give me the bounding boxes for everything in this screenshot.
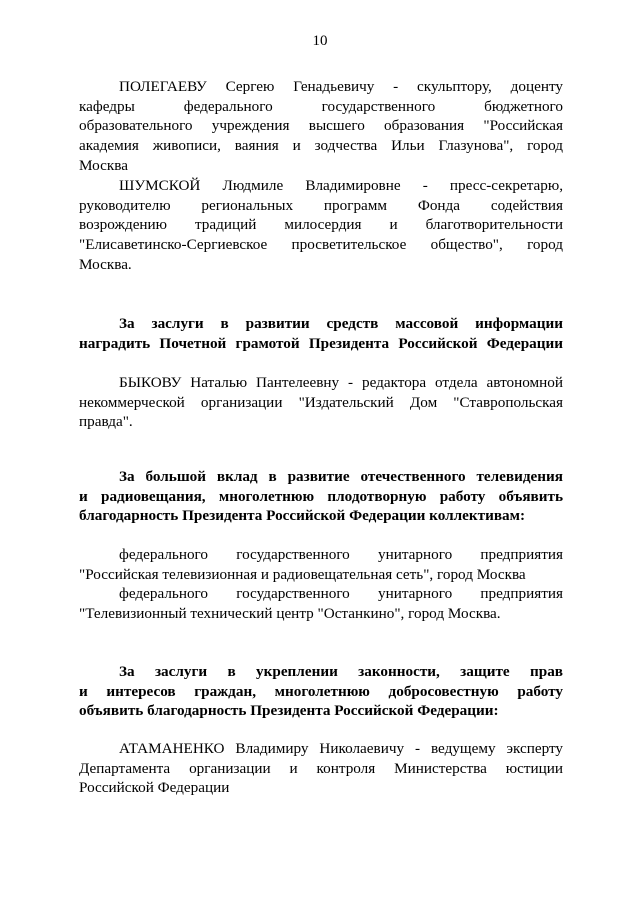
award-entry-polegaev [79, 77, 563, 176]
award-entry-rtrs [79, 545, 563, 584]
heading-line: объявить благодарность Президента Российской Федерации: [79, 702, 499, 720]
entry-line: федерального государственного унитарного предприятия [119, 546, 563, 563]
entry-line: академия живописи, ваяния и зодчества Ильи Глазунова", город [79, 137, 563, 155]
heading-line: наградить Почетной грамотой Президента Российской Федерации [79, 334, 563, 352]
entry-line: образовательного учреждения высшего образования "Российская [79, 117, 563, 135]
entry-line: Департамента организации и контроля Министерства юстиции [79, 759, 563, 777]
heading-line: За заслуги в развитии средств массовой информации [119, 315, 563, 332]
entry-line: ШУМСКОЙ Людмиле Владимировне - пресс-секретарю, [119, 177, 563, 194]
section-heading-television [79, 467, 563, 526]
award-entry-shumskaya [79, 176, 563, 275]
heading-line: и радиовещания, многолетнюю плодотворную работу объявить [79, 487, 563, 505]
entry-line: "Телевизионный технический центр "Останкино", город Москва. [79, 604, 501, 622]
entry-line: федерального государственного унитарного предприятия [119, 585, 563, 602]
heading-line: и интересов граждан, многолетнюю добросовестную работу [79, 682, 563, 700]
award-entry-bykova [79, 373, 563, 432]
page-number: 10 [312, 33, 328, 49]
entry-line: кафедры федерального государственного бюджетного [79, 97, 563, 115]
award-entry-atamanenko [79, 739, 563, 798]
heading-line: За заслуги в укреплении законности, защите прав [119, 663, 563, 680]
entry-line: "Российская телевизионная и радиовещательная сеть", город Москва [79, 565, 526, 583]
entry-line: Москва [79, 156, 128, 174]
heading-line: За большой вклад в развитие отечественного телевидения [119, 468, 563, 485]
entry-line: ПОЛЕГАЕВУ Сергею Генадьевичу - скульптору, доценту [119, 78, 563, 95]
heading-line: благодарность Президента Российской Федерации коллективам: [79, 507, 526, 525]
entry-line: БЫКОВУ Наталью Пантелеевну - редактора отдела автономной [119, 374, 563, 391]
entry-line: АТАМАНЕНКО Владимиру Николаевичу - ведущему эксперту [119, 740, 563, 757]
entry-line: руководителю региональных программ Фонда содействия [79, 196, 563, 214]
award-entry-ostankino [79, 584, 563, 623]
section-heading-legality [79, 662, 563, 721]
entry-line: некоммерческой организации "Издательский Дом "Ставропольская [79, 393, 563, 411]
entry-line: Российской Федерации [79, 779, 230, 797]
section-heading-media [79, 314, 563, 353]
entry-line: Москва. [79, 255, 132, 273]
entry-line: возрождению традиций милосердия и благотворительности [79, 216, 563, 234]
entry-line: "Елисаветинско-Сергиевское просветительское общество", город [79, 236, 563, 254]
entry-line: правда". [79, 413, 133, 431]
